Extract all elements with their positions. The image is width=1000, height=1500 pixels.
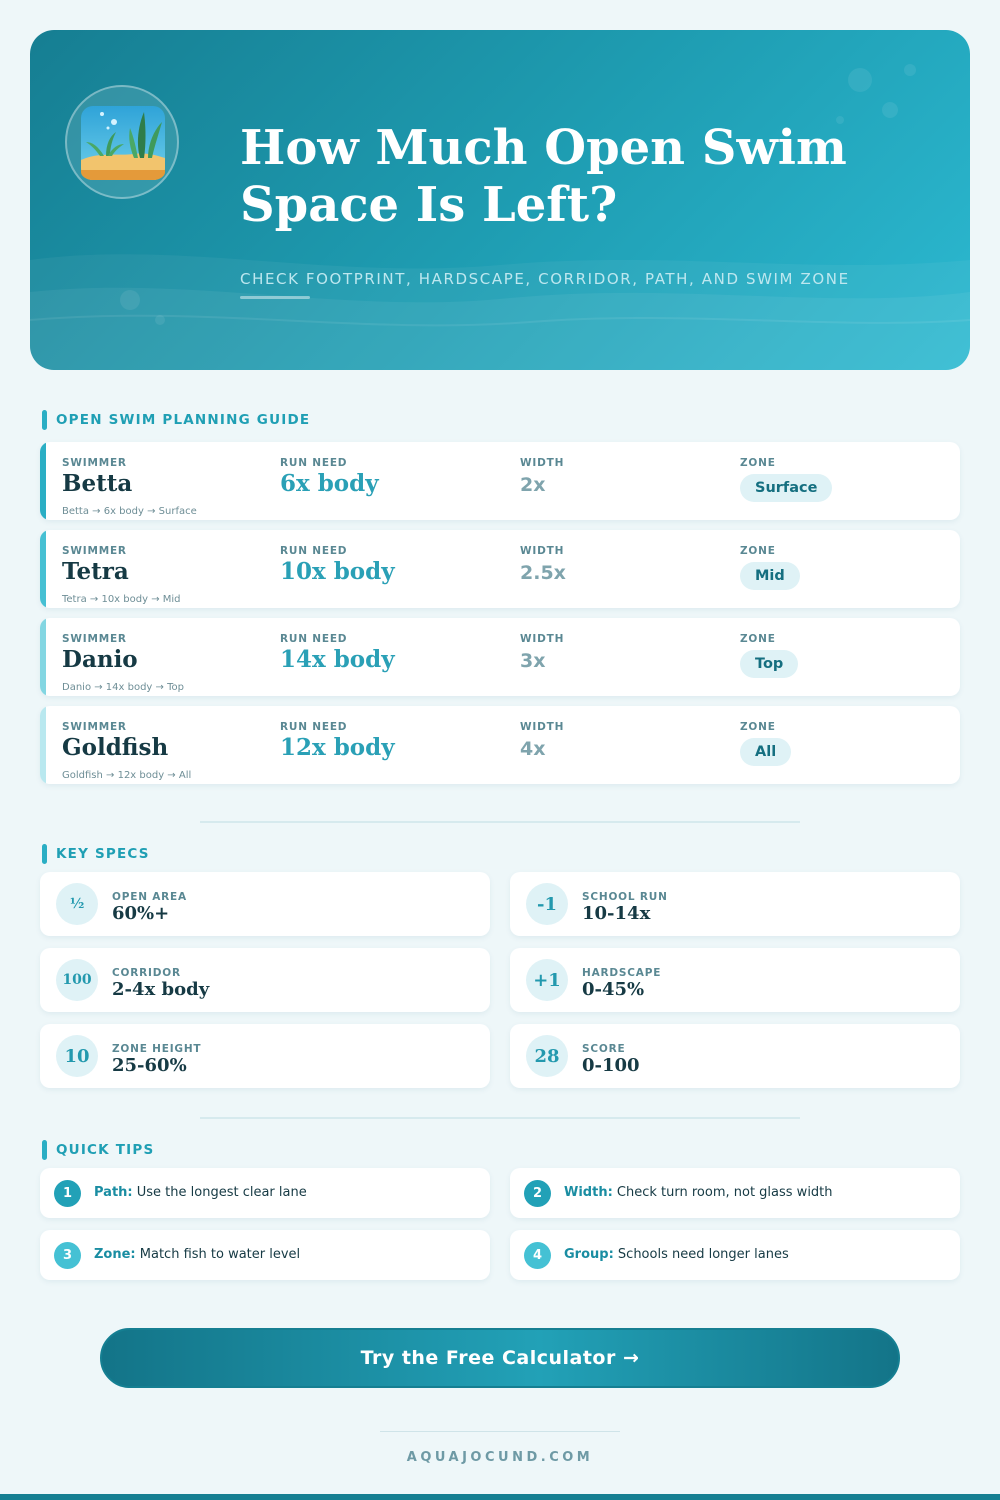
- width-value: 2x: [520, 474, 546, 496]
- spec-value: 0-45%: [582, 979, 645, 1000]
- row-path-note: Danio → 14x body → Top: [62, 682, 184, 693]
- aquarium-icon: [78, 104, 168, 184]
- tip-number-badge: 3: [54, 1242, 81, 1269]
- spec-value: 60%+: [112, 903, 170, 924]
- spec-badge: 10: [56, 1035, 98, 1077]
- run-need-label: RUN NEED: [280, 633, 348, 645]
- tip-term: Zone:: [94, 1247, 136, 1262]
- zone-label: ZONE: [740, 721, 776, 733]
- spec-label: CORRIDOR: [112, 967, 181, 979]
- run-need-value: 10x body: [280, 558, 395, 585]
- spec-card-school-run: [510, 872, 960, 936]
- run-need-label: RUN NEED: [280, 721, 348, 733]
- spec-badge: 28: [526, 1035, 568, 1077]
- footer-divider: [380, 1431, 620, 1432]
- tip-description: Schools need longer lanes: [613, 1247, 789, 1262]
- swimmer-label: SWIMMER: [62, 721, 127, 733]
- width-value: 2.5x: [520, 562, 566, 584]
- zone-badge: All: [740, 738, 791, 766]
- specs-heading-text: KEY SPECS: [56, 846, 150, 862]
- run-need-value: 12x body: [280, 734, 395, 761]
- spec-value: 10-14x: [582, 903, 651, 924]
- bottom-bar: [0, 1494, 1000, 1500]
- footer-site[interactable]: AQUAJOCUND.COM: [406, 1450, 594, 1465]
- row-path-note: Tetra → 10x body → Mid: [62, 594, 181, 605]
- spec-card-hardscape: [510, 948, 960, 1012]
- hero-banner: [30, 30, 970, 370]
- spec-label: OPEN AREA: [112, 891, 187, 903]
- zone-badge: Mid: [740, 562, 800, 590]
- run-need-value: 14x body: [280, 646, 395, 673]
- free-calculator-button[interactable]: Try the Free Calculator →: [100, 1328, 900, 1388]
- width-value: 4x: [520, 738, 546, 760]
- spec-card-zone-height: [40, 1024, 490, 1088]
- spec-value: 0-100: [582, 1055, 640, 1076]
- swimmer-name: Goldfish: [62, 734, 169, 761]
- swimmer-name: Danio: [62, 646, 138, 673]
- width-label: WIDTH: [520, 457, 565, 469]
- section-divider: [200, 1117, 800, 1119]
- spec-badge: +1: [526, 959, 568, 1001]
- spec-value: 25-60%: [112, 1055, 187, 1076]
- tip-number-badge: 1: [54, 1180, 81, 1207]
- zone-label: ZONE: [740, 545, 776, 557]
- spec-label: SCORE: [582, 1043, 626, 1055]
- swimmer-name: Betta: [62, 470, 133, 497]
- guide-row-betta: [40, 442, 960, 520]
- tip-card-3: [40, 1230, 490, 1280]
- swimmer-label: SWIMMER: [62, 545, 127, 557]
- spec-label: SCHOOL RUN: [582, 891, 668, 903]
- spec-card-corridor: [40, 948, 490, 1012]
- specs-section-heading: [42, 844, 150, 864]
- logo-badge: [65, 85, 179, 199]
- tip-number-badge: 2: [524, 1180, 551, 1207]
- tip-card-4: [510, 1230, 960, 1280]
- tip-description: Match fish to water level: [135, 1247, 301, 1262]
- swimmer-name: Tetra: [62, 558, 129, 585]
- tip-text: [564, 1247, 789, 1262]
- width-label: WIDTH: [520, 633, 565, 645]
- tip-description: Check turn room, not glass width: [612, 1185, 833, 1200]
- zone-label: ZONE: [740, 457, 776, 469]
- swimmer-label: SWIMMER: [62, 633, 127, 645]
- heading-accent-bar: [42, 1140, 47, 1160]
- tip-text: [564, 1185, 833, 1200]
- subtitle-underline: [240, 296, 310, 299]
- spec-badge: 100: [56, 959, 98, 1001]
- tip-text: [94, 1185, 307, 1200]
- tip-term: Group:: [564, 1247, 614, 1262]
- tip-number-badge: 4: [524, 1242, 551, 1269]
- page-title-line-1: How Much Open Swim: [240, 120, 847, 176]
- tip-text: [94, 1247, 300, 1262]
- page-title-line-2: Space Is Left?: [240, 177, 618, 233]
- spec-card-score: [510, 1024, 960, 1088]
- spec-badge: ½: [56, 883, 98, 925]
- heading-accent-bar: [42, 410, 47, 430]
- run-need-value: 6x body: [280, 470, 379, 497]
- tips-section-heading: [42, 1140, 154, 1160]
- run-need-label: RUN NEED: [280, 545, 348, 557]
- row-accent-bar: [40, 618, 46, 696]
- guide-section-heading: [42, 410, 310, 430]
- heading-accent-bar: [42, 844, 47, 864]
- zone-label: ZONE: [740, 633, 776, 645]
- guide-row-goldfish: [40, 706, 960, 784]
- row-accent-bar: [40, 706, 46, 784]
- tip-card-1: [40, 1168, 490, 1218]
- tip-term: Path:: [94, 1185, 133, 1200]
- swimmer-label: SWIMMER: [62, 457, 127, 469]
- run-need-label: RUN NEED: [280, 457, 348, 469]
- page-subtitle: CHECK FOOTPRINT, HARDSCAPE, CORRIDOR, PATH, AND SWIM ZONE: [240, 270, 850, 288]
- tip-term: Width:: [564, 1185, 613, 1200]
- row-path-note: Betta → 6x body → Surface: [62, 506, 197, 517]
- tip-description: Use the longest clear lane: [132, 1185, 307, 1200]
- tip-card-2: [510, 1168, 960, 1218]
- row-accent-bar: [40, 530, 46, 608]
- guide-row-danio: [40, 618, 960, 696]
- guide-row-tetra: [40, 530, 960, 608]
- row-path-note: Goldfish → 12x body → All: [62, 770, 192, 781]
- spec-label: ZONE HEIGHT: [112, 1043, 202, 1055]
- section-divider: [200, 821, 800, 823]
- page-title: [240, 120, 930, 234]
- spec-badge: -1: [526, 883, 568, 925]
- width-label: WIDTH: [520, 545, 565, 557]
- zone-badge: Top: [740, 650, 798, 678]
- spec-label: HARDSCAPE: [582, 967, 662, 979]
- zone-badge: Surface: [740, 474, 832, 502]
- spec-value: 2-4x body: [112, 979, 210, 1000]
- width-value: 3x: [520, 650, 546, 672]
- guide-heading-text: OPEN SWIM PLANNING GUIDE: [56, 412, 311, 428]
- spec-card-open-area: [40, 872, 490, 936]
- width-label: WIDTH: [520, 721, 565, 733]
- row-accent-bar: [40, 442, 46, 520]
- tips-heading-text: QUICK TIPS: [56, 1142, 155, 1158]
